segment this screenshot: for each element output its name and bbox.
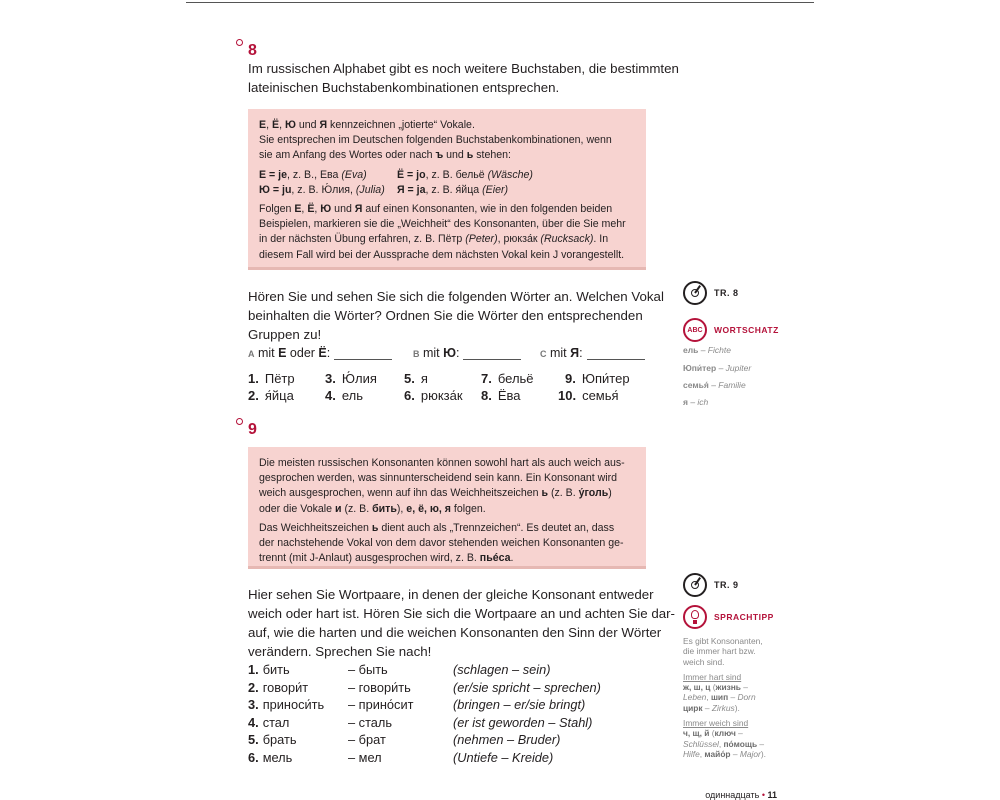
wortschatz-header: ABC WORTSCHATZ xyxy=(683,318,779,342)
track-8-label[interactable]: TR. 8 xyxy=(683,281,739,305)
answer-blank-c[interactable] xyxy=(587,347,645,360)
group-c: C mit Я: xyxy=(540,346,645,360)
word-item: 2. я́йца xyxy=(248,388,294,403)
vocab-item: семья́ – Familie xyxy=(683,380,746,390)
word-pair-row: 4. стал – сталь (er ist geworden – Stahl) xyxy=(248,715,593,730)
vowel-pair-row: Е = je, z. B., Ева (Eva) Ё = jo, z. B. бельё (Wäsche) xyxy=(259,168,533,181)
vocab-item: я – ich xyxy=(683,397,709,407)
word-item: 9. Юпи́тер xyxy=(565,371,630,386)
word-item: 5. я xyxy=(404,371,428,386)
exercise-number-9: 9 xyxy=(248,421,257,439)
word-item: 8. Ёва xyxy=(481,388,521,403)
exercise-number-8: 8 xyxy=(248,42,257,60)
group-a: A mit Е oder Ё: xyxy=(248,346,392,360)
exercise-9-instruction: Hier sehen Sie Wortpaare, in denen der gleiche Konsonant entweder weich oder hart ist. Hören Sie sich die Wortpaare an und achten Sie dar- auf, wie die harten und die weichen Konsonanten den Sinn der Wörter verändern. Sprechen Sie nach! xyxy=(248,587,675,659)
word-pair-row: 3. приноси́ть – прино́сит (bringen – er/sie bringt) xyxy=(248,697,586,712)
audio-marker-icon xyxy=(236,39,243,46)
info-box-jotated-vowels: Е, Ё, Ю und Я kennzeichnen „jotierte“ Vokale. Sie entsprechen im Deutschen folgenden Buchstabenkombinationen, wenn sie am Anfang des Wortes oder nach ъ und ь stehen: Е = je, z. B., Ева (Eva) Ё = jo, z. B. бельё (Wäsche) Ю = ju, z. B. Ю́лия, (Julia) Я = ja, z. B. я́йца (Eier) Folgen Е, Ё, Ю und Я auf einen Konsonanten, wie in den folgenden beiden Beispielen, markieren sie die „Weichheit“ des Konsonanten, über die Sie mehr in der nächsten Übung erfahren, z. B. Пётр (Peter), рюкза́к (Rucksack). In diesem Fall wird bei der Aussprache dem nächsten Vokal kein J vorangestellt. xyxy=(248,109,646,270)
word-item: 3. Ю́лия xyxy=(325,371,377,386)
track-9-label[interactable]: TR. 9 xyxy=(683,573,739,597)
word-item: 10. семья́ xyxy=(558,388,619,403)
top-rule xyxy=(186,2,814,3)
exercise-8-intro: Im russischen Alphabet gibt es noch weitere Buchstaben, die bestimmten lateinischen Buchstabenkombinationen entsprechen. xyxy=(248,61,679,95)
exercise-8-instruction: Hören Sie und sehen Sie sich die folgenden Wörter an. Welchen Vokal beinhalten die Wörter? Ordnen Sie die Wörter den entsprechenden Gruppen zu! xyxy=(248,289,664,342)
word-pair-row: 6. мель – мел (Untiefe – Kreide) xyxy=(248,750,554,765)
sprachtipp-text: Es gibt Konsonanten, die immer hart bzw. weich sind. Immer hart sind ж, ш, ц (жизнь – Leben, шип – Dorn цирк – Zirkus). Immer weich sind ч, щ, й (ключ – Schlüssel, по́мощь – Hilfe, майо́р – Major). xyxy=(683,636,766,759)
vocab-item: ель – Fichte xyxy=(683,345,731,355)
group-b: B mit Ю: xyxy=(413,346,521,360)
word-pair-row: 2. говори́т – говори́ть (er/sie spricht – sprechen) xyxy=(248,680,601,695)
abc-vocabulary-icon: ABC xyxy=(683,318,707,342)
vowel-pair-row: Ю = ju, z. B. Ю́лия, (Julia) Я = ja, z. B. я́йца (Eier) xyxy=(259,183,509,196)
word-item: 7. бельё xyxy=(481,371,534,386)
sprachtipp-header: SPRACHTIPP xyxy=(683,605,774,629)
audio-cd-icon xyxy=(683,281,707,305)
word-pair-row: 1. бить – быть (schlagen – sein) xyxy=(248,662,551,677)
word-pair-row: 5. брать – брат (nehmen – Bruder) xyxy=(248,732,561,747)
lightbulb-icon xyxy=(683,605,707,629)
audio-cd-icon xyxy=(683,573,707,597)
answer-blank-b[interactable] xyxy=(463,347,521,360)
info-box-soft-consonants: Die meisten russischen Konsonanten können sowohl hart als auch weich aus- gesprochen werden, was sinnunterscheidend sein kann. Ein Konsonant wird weich ausgesprochen, wenn auf ihn das Weichheitszeichen ь (z. B. у́голь) oder die Vokale и (z. B. бить), е, ё, ю, я folgen. Das Weichheitszeichen ь dient auch als „Trennzeichen“. Es deutet an, dass der nachstehende Vokal von dem davor stehenden weichen Konsonanten ge- trennt (mit J-Anlaut) ausgesprochen wird, z. B. пьéса. xyxy=(248,447,646,569)
word-item: 1. Пётр xyxy=(248,371,295,386)
page-footer: одиннадцать • 11 xyxy=(705,790,777,800)
vocab-item: Юпи́тер – Jupiter xyxy=(683,363,752,373)
answer-blank-a[interactable] xyxy=(334,347,392,360)
word-item: 4. ель xyxy=(325,388,364,403)
word-item: 6. рюкза́к xyxy=(404,388,463,403)
audio-marker-icon xyxy=(236,418,243,425)
